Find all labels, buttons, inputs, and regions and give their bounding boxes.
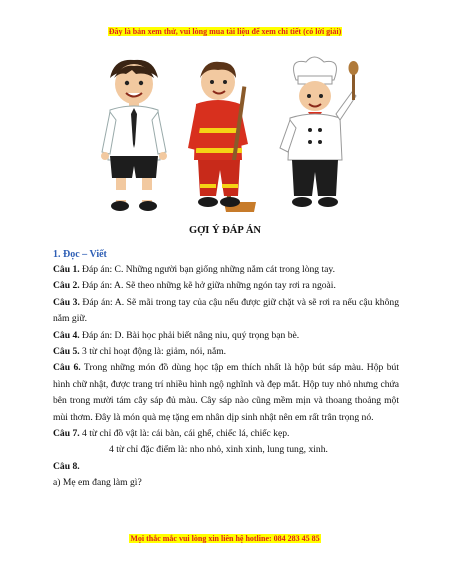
answer-text: Đáp án: A. Sẽ mãi trong tay của cậu nếu được giữ chặt và sẽ rơi ra nếu cậu không nắm giữ. [53, 296, 399, 325]
answer-label: Câu 3. [53, 296, 80, 308]
answer-label: Câu 1. [53, 264, 80, 275]
preview-notice-text: Đây là bản xem thử, vui lòng mua tài liệu để xem chi tiết (có lời giải) [108, 27, 342, 36]
preview-notice-banner [0, 27, 450, 36]
answer-label: Câu 6. [53, 362, 81, 374]
hotline-text: Mọi thắc mắc vui lòng xin liên hệ hotline: 084 283 45 85 [130, 534, 320, 543]
firefighter-illustration [184, 56, 256, 218]
answer-label: Câu 4. [53, 329, 80, 341]
answer-item [53, 295, 399, 328]
schoolboy-illustration [96, 56, 172, 218]
answer-text: Đáp án: A. Sẽ theo những kẽ hở giữa những ngón tay rơi ra ngoài. [79, 280, 336, 292]
hotline-banner [0, 534, 450, 543]
answer-item [53, 344, 399, 360]
answer-item [53, 360, 399, 426]
answer-text: Đáp án: D. Bài học phải biết nâng niu, quý trọng bạn bè. [79, 329, 300, 341]
answer-text: 4 từ chỉ đồ vật là: cái bàn, cái ghế, chiếc lá, chiếc kẹp. [79, 428, 290, 440]
answer-text: Trong những món đồ dùng học tập em thích nhất là hộp bút sáp màu. Hộp bút hình chữ nhật, được trang trí nhiều hình ngộ nghĩnh và đẹp mắt. Hộp tuy nhỏ nhưng chứa bên trong mười tám cây sáp đủ màu. Cây sáp nào cũng mềm mịn và thoang thoảng một mùi thơm. Đây là món quà mẹ tặng em nhân dịp sinh nhật nên em rất trân trọng nó. [53, 362, 399, 423]
answer-item [53, 328, 399, 344]
answer-label: Câu 2. [53, 280, 80, 292]
answer-item [53, 262, 399, 278]
answer-text: 3 từ chỉ hoạt động là: giảm, nói, nắm. [79, 346, 227, 358]
answer-7-extra: 4 từ chỉ đặc điểm là: nho nhỏ, xinh xinh, lung tung, xinh. [109, 444, 328, 456]
answer-8-label-line [53, 459, 399, 475]
answer-item [53, 278, 399, 294]
answer-label: Câu 5. [53, 346, 80, 358]
answer-text: Đáp án: C. Những người bạn giống những nắm cát trong lòng tay. [79, 264, 335, 275]
answer-key-heading: GỢI Ý ĐÁP ÁN [188, 225, 262, 236]
answer-label: Câu 7. [53, 428, 80, 440]
answers-list [53, 262, 399, 492]
answer-label: Câu 8. [53, 460, 80, 472]
answer-item [53, 426, 399, 442]
answer-8-part-a: a) Mẹ em đang làm gì? [53, 477, 142, 489]
section-title: 1. Đọc – Viết [53, 249, 107, 260]
chef-illustration [266, 56, 362, 218]
